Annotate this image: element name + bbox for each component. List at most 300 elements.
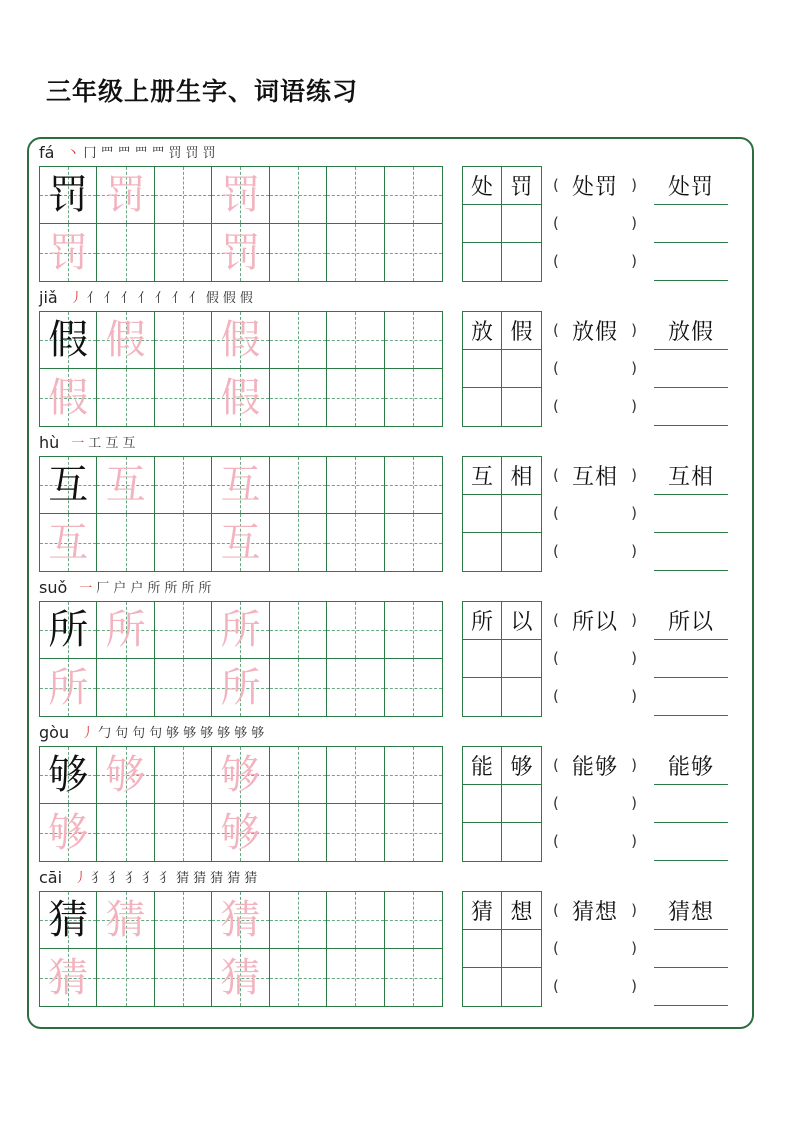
trace-character: 罚 xyxy=(220,229,261,276)
word-cell: 想 xyxy=(502,892,541,930)
pinyin: hù xyxy=(39,433,60,452)
paren-left: ( xyxy=(553,977,559,995)
paren-field xyxy=(553,456,637,494)
writing-line xyxy=(654,456,728,495)
char-block xyxy=(0,138,793,283)
stroke-step: 亻 xyxy=(171,291,185,306)
word-cell: 互 xyxy=(463,457,502,495)
word-cell: 能 xyxy=(463,747,502,785)
word-cell: 放 xyxy=(463,312,502,350)
trace-cell xyxy=(97,892,154,949)
writing-line[interactable] xyxy=(654,967,728,1006)
trace-cell xyxy=(97,312,154,369)
paren-left: ( xyxy=(553,176,559,194)
writing-line[interactable] xyxy=(654,242,728,281)
writing-line[interactable] xyxy=(654,929,728,968)
pinyin-row xyxy=(39,285,257,307)
stroke-step: 句 xyxy=(149,726,163,741)
model-character: 罚 xyxy=(48,172,89,218)
line-word: 处罚 xyxy=(667,174,714,200)
paren-field[interactable] xyxy=(553,967,637,1005)
paren-right: ) xyxy=(631,466,637,484)
paren-field[interactable] xyxy=(553,349,637,387)
stroke-step: 亻 xyxy=(86,291,100,306)
stroke-step: 罚 xyxy=(185,146,199,161)
paren-word: 猜想 xyxy=(571,899,618,925)
paren-right: ) xyxy=(631,542,637,560)
trace-character: 够 xyxy=(105,752,146,798)
writing-cell[interactable] xyxy=(97,514,154,571)
paren-word: 能够 xyxy=(571,754,618,780)
trace-cell xyxy=(212,369,269,426)
writing-cell[interactable] xyxy=(270,659,327,716)
paren-column xyxy=(553,746,637,860)
stroke-step: 互 xyxy=(105,436,119,451)
writing-line xyxy=(654,891,728,930)
paren-right: ) xyxy=(631,176,637,194)
writing-cell[interactable] xyxy=(270,457,327,514)
word-writing-cell[interactable] xyxy=(463,968,502,1006)
writing-cell[interactable] xyxy=(97,369,154,426)
paren-left: ( xyxy=(553,252,559,270)
paren-left: ( xyxy=(553,939,559,957)
writing-cell[interactable] xyxy=(385,804,442,861)
word-cell: 处 xyxy=(463,167,502,205)
writing-cell[interactable] xyxy=(327,224,384,281)
char-block xyxy=(0,863,793,1008)
word-grid xyxy=(462,311,542,427)
paren-left: ( xyxy=(553,794,559,812)
pinyin-row xyxy=(39,140,220,162)
writing-cell[interactable] xyxy=(155,659,212,716)
stroke-order xyxy=(79,581,215,597)
trace-cell xyxy=(40,949,97,1006)
stroke-step: 亻 xyxy=(188,291,202,306)
paren-word: 所以 xyxy=(571,609,618,635)
writing-cell[interactable] xyxy=(385,457,442,514)
word-writing-cell[interactable] xyxy=(502,350,541,388)
stroke-step: 亻 xyxy=(103,291,117,306)
trace-character: 够 xyxy=(220,809,261,856)
trace-character: 罚 xyxy=(48,229,89,276)
trace-cell xyxy=(212,659,269,716)
pinyin-row xyxy=(39,575,215,597)
word-writing-cell[interactable] xyxy=(502,533,541,571)
paren-field xyxy=(553,311,637,349)
writing-cell[interactable] xyxy=(97,949,154,1006)
writing-line[interactable] xyxy=(654,677,728,716)
writing-line[interactable] xyxy=(654,494,728,533)
stroke-step: 冂 xyxy=(83,146,97,161)
stroke-step: 够 xyxy=(200,726,214,741)
stroke-step: 犭 xyxy=(125,871,139,886)
word-writing-cell[interactable] xyxy=(463,785,502,823)
paren-right: ) xyxy=(631,687,637,705)
pinyin: fá xyxy=(39,143,55,162)
word-writing-cell[interactable] xyxy=(463,930,502,968)
paren-right: ) xyxy=(631,756,637,774)
writing-cell[interactable] xyxy=(155,167,212,224)
practice-grid xyxy=(39,166,443,282)
word-writing-cell[interactable] xyxy=(502,968,541,1006)
writing-cell[interactable] xyxy=(385,602,442,659)
paren-field[interactable] xyxy=(553,822,637,860)
paren-left: ( xyxy=(553,611,559,629)
trace-character: 互 xyxy=(220,519,261,566)
writing-cell[interactable] xyxy=(385,949,442,1006)
writing-cell[interactable] xyxy=(155,949,212,1006)
stroke-step: 够 xyxy=(183,726,197,741)
word-grid xyxy=(462,601,542,717)
stroke-step: 勹 xyxy=(98,726,112,741)
word-writing-cell[interactable] xyxy=(502,930,541,968)
writing-cell[interactable] xyxy=(155,602,212,659)
paren-right: ) xyxy=(631,214,637,232)
stroke-order xyxy=(71,436,139,452)
trace-character: 猜 xyxy=(48,954,89,1001)
trace-cell xyxy=(97,602,154,659)
line-word: 放假 xyxy=(667,319,714,345)
model-cell xyxy=(40,457,97,514)
stroke-order xyxy=(70,291,257,307)
trace-character: 罚 xyxy=(105,172,146,218)
writing-cell[interactable] xyxy=(155,224,212,281)
writing-cell[interactable] xyxy=(270,892,327,949)
paren-right: ) xyxy=(631,504,637,522)
paren-field[interactable] xyxy=(553,387,637,425)
trace-character: 互 xyxy=(105,462,146,508)
writing-cell[interactable] xyxy=(385,224,442,281)
stroke-step: 一 xyxy=(79,581,93,596)
model-character: 够 xyxy=(48,752,89,798)
word-writing-cell[interactable] xyxy=(502,640,541,678)
paren-column xyxy=(553,891,637,1005)
stroke-step: 猜 xyxy=(244,871,258,886)
stroke-step: 假 xyxy=(239,291,253,306)
pinyin: suǒ xyxy=(39,578,68,597)
paren-right: ) xyxy=(631,321,637,339)
writing-line[interactable] xyxy=(654,204,728,243)
word-writing-cell[interactable] xyxy=(502,785,541,823)
trace-character: 所 xyxy=(105,607,146,653)
trace-cell xyxy=(40,369,97,426)
paren-field[interactable] xyxy=(553,784,637,822)
paren-field xyxy=(553,891,637,929)
writing-cell[interactable] xyxy=(97,659,154,716)
writing-line[interactable] xyxy=(654,532,728,571)
writing-line xyxy=(654,746,728,785)
stroke-step: 所 xyxy=(181,581,195,596)
model-character: 互 xyxy=(48,462,89,508)
trace-character: 假 xyxy=(220,317,261,363)
word-writing-cell[interactable] xyxy=(463,823,502,861)
writing-cell[interactable] xyxy=(327,167,384,224)
paren-field[interactable] xyxy=(553,494,637,532)
stroke-step: 句 xyxy=(115,726,129,741)
line-column xyxy=(654,891,728,1005)
stroke-step: 猜 xyxy=(227,871,241,886)
writing-cell[interactable] xyxy=(385,369,442,426)
writing-line[interactable] xyxy=(654,349,728,388)
stroke-step: 罚 xyxy=(168,146,182,161)
writing-cell[interactable] xyxy=(270,514,327,571)
paren-field[interactable] xyxy=(553,532,637,570)
stroke-step: 厂 xyxy=(96,581,110,596)
stroke-step: 所 xyxy=(147,581,161,596)
line-column xyxy=(654,456,728,570)
stroke-step: 假 xyxy=(205,291,219,306)
paren-field[interactable] xyxy=(553,677,637,715)
word-cell: 假 xyxy=(502,312,541,350)
trace-character: 猜 xyxy=(220,954,261,1001)
stroke-step: 亻 xyxy=(154,291,168,306)
paren-right: ) xyxy=(631,794,637,812)
paren-right: ) xyxy=(631,832,637,850)
trace-character: 假 xyxy=(220,374,261,421)
writing-cell[interactable] xyxy=(270,312,327,369)
line-column xyxy=(654,746,728,860)
trace-cell xyxy=(212,892,269,949)
page-title: 三年级上册生字、词语练习 xyxy=(46,77,359,106)
paren-right: ) xyxy=(631,649,637,667)
writing-line[interactable] xyxy=(654,784,728,823)
paren-right: ) xyxy=(631,901,637,919)
pinyin-row xyxy=(39,865,261,887)
stroke-step: 亻 xyxy=(120,291,134,306)
stroke-step: 犭 xyxy=(91,871,105,886)
writing-cell[interactable] xyxy=(97,804,154,861)
trace-character: 假 xyxy=(105,317,146,363)
stroke-step: 够 xyxy=(251,726,265,741)
paren-word: 处罚 xyxy=(571,174,618,200)
stroke-step: 丿 xyxy=(69,291,83,306)
char-block xyxy=(0,428,793,573)
word-writing-cell[interactable] xyxy=(463,678,502,716)
paren-field[interactable] xyxy=(553,639,637,677)
trace-cell xyxy=(40,514,97,571)
writing-cell[interactable] xyxy=(155,804,212,861)
writing-cell[interactable] xyxy=(385,892,442,949)
char-block xyxy=(0,718,793,863)
writing-line[interactable] xyxy=(654,387,728,426)
line-word: 猜想 xyxy=(667,899,714,925)
practice-grid xyxy=(39,891,443,1007)
model-cell xyxy=(40,892,97,949)
word-cell: 相 xyxy=(502,457,541,495)
writing-cell[interactable] xyxy=(327,659,384,716)
writing-cell[interactable] xyxy=(270,167,327,224)
word-grid xyxy=(462,891,542,1007)
line-word: 所以 xyxy=(667,609,714,635)
paren-field[interactable] xyxy=(553,204,637,242)
char-block xyxy=(0,283,793,428)
stroke-step: 所 xyxy=(164,581,178,596)
trace-character: 够 xyxy=(48,809,89,856)
word-cell: 猜 xyxy=(463,892,502,930)
line-word: 互相 xyxy=(667,464,714,490)
paren-left: ( xyxy=(553,542,559,560)
model-character: 假 xyxy=(48,317,89,363)
stroke-step: 罒 xyxy=(100,146,114,161)
writing-cell[interactable] xyxy=(155,457,212,514)
writing-cell[interactable] xyxy=(270,224,327,281)
writing-cell[interactable] xyxy=(385,747,442,804)
writing-cell[interactable] xyxy=(270,949,327,1006)
paren-left: ( xyxy=(553,214,559,232)
paren-right: ) xyxy=(631,977,637,995)
paren-right: ) xyxy=(631,252,637,270)
writing-cell[interactable] xyxy=(270,369,327,426)
stroke-step: 户 xyxy=(130,581,144,596)
stroke-step: 丿 xyxy=(74,871,88,886)
trace-cell xyxy=(212,804,269,861)
paren-left: ( xyxy=(553,649,559,667)
writing-cell[interactable] xyxy=(327,747,384,804)
word-cell: 罚 xyxy=(502,167,541,205)
trace-character: 猜 xyxy=(220,897,261,943)
model-cell xyxy=(40,602,97,659)
stroke-step: 工 xyxy=(88,436,102,451)
word-writing-cell[interactable] xyxy=(463,243,502,281)
writing-line[interactable] xyxy=(654,639,728,678)
stroke-step: 丿 xyxy=(81,726,95,741)
trace-character: 假 xyxy=(48,374,89,421)
trace-cell xyxy=(40,224,97,281)
practice-grid xyxy=(39,311,443,427)
writing-cell[interactable] xyxy=(385,659,442,716)
stroke-step: 犭 xyxy=(108,871,122,886)
stroke-step: 够 xyxy=(217,726,231,741)
writing-cell[interactable] xyxy=(385,514,442,571)
writing-cell[interactable] xyxy=(270,747,327,804)
word-writing-cell[interactable] xyxy=(502,823,541,861)
stroke-step: 犭 xyxy=(142,871,156,886)
trace-character: 互 xyxy=(48,519,89,566)
word-writing-cell[interactable] xyxy=(463,640,502,678)
line-word: 能够 xyxy=(667,754,714,780)
word-writing-cell[interactable] xyxy=(502,495,541,533)
word-writing-cell[interactable] xyxy=(463,388,502,426)
paren-field[interactable] xyxy=(553,242,637,280)
writing-line xyxy=(654,311,728,350)
stroke-step: 亻 xyxy=(137,291,151,306)
writing-cell[interactable] xyxy=(97,224,154,281)
paren-field[interactable] xyxy=(553,929,637,967)
paren-word: 互相 xyxy=(571,464,618,490)
trace-cell xyxy=(212,514,269,571)
writing-line xyxy=(654,601,728,640)
writing-cell[interactable] xyxy=(385,167,442,224)
word-writing-cell[interactable] xyxy=(463,205,502,243)
trace-cell xyxy=(97,747,154,804)
writing-cell[interactable] xyxy=(155,369,212,426)
writing-cell[interactable] xyxy=(327,602,384,659)
word-writing-cell[interactable] xyxy=(502,243,541,281)
paren-left: ( xyxy=(553,901,559,919)
word-writing-cell[interactable] xyxy=(463,350,502,388)
writing-cell[interactable] xyxy=(327,312,384,369)
word-writing-cell[interactable] xyxy=(502,388,541,426)
line-column xyxy=(654,166,728,280)
model-cell xyxy=(40,747,97,804)
pinyin: gòu xyxy=(39,723,70,742)
word-writing-cell[interactable] xyxy=(502,205,541,243)
paren-column xyxy=(553,456,637,570)
word-cell: 所 xyxy=(463,602,502,640)
writing-cell[interactable] xyxy=(155,514,212,571)
writing-cell[interactable] xyxy=(155,747,212,804)
trace-cell xyxy=(97,457,154,514)
stroke-step: 猜 xyxy=(176,871,190,886)
char-block xyxy=(0,573,793,718)
stroke-step: 丶 xyxy=(66,146,80,161)
writing-line xyxy=(654,166,728,205)
trace-cell xyxy=(40,804,97,861)
paren-left: ( xyxy=(553,756,559,774)
practice-grid xyxy=(39,746,443,862)
writing-cell[interactable] xyxy=(155,892,212,949)
paren-left: ( xyxy=(553,359,559,377)
pinyin: cāi xyxy=(39,868,63,887)
writing-cell[interactable] xyxy=(155,312,212,369)
writing-cell[interactable] xyxy=(270,602,327,659)
stroke-step: 罒 xyxy=(151,146,165,161)
writing-cell[interactable] xyxy=(385,312,442,369)
writing-cell[interactable] xyxy=(327,949,384,1006)
paren-field xyxy=(553,746,637,784)
trace-character: 互 xyxy=(220,462,261,508)
stroke-step: 户 xyxy=(113,581,127,596)
paren-field xyxy=(553,166,637,204)
practice-grid xyxy=(39,601,443,717)
paren-left: ( xyxy=(553,832,559,850)
paren-column xyxy=(553,601,637,715)
paren-column xyxy=(553,311,637,425)
stroke-step: 互 xyxy=(122,436,136,451)
stroke-step: 犭 xyxy=(159,871,173,886)
paren-left: ( xyxy=(553,397,559,415)
trace-cell xyxy=(212,602,269,659)
writing-cell[interactable] xyxy=(327,514,384,571)
paren-right: ) xyxy=(631,397,637,415)
paren-column xyxy=(553,166,637,280)
paren-right: ) xyxy=(631,611,637,629)
writing-line[interactable] xyxy=(654,822,728,861)
word-writing-cell[interactable] xyxy=(502,678,541,716)
model-character: 猜 xyxy=(48,897,89,943)
writing-cell[interactable] xyxy=(327,457,384,514)
trace-cell xyxy=(212,224,269,281)
stroke-step: 猜 xyxy=(210,871,224,886)
word-cell: 够 xyxy=(502,747,541,785)
writing-cell[interactable] xyxy=(270,804,327,861)
pinyin-row xyxy=(39,430,139,452)
writing-cell[interactable] xyxy=(327,369,384,426)
model-character: 所 xyxy=(48,607,89,653)
practice-grid xyxy=(39,456,443,572)
paren-left: ( xyxy=(553,321,559,339)
pinyin-row xyxy=(39,720,268,742)
paren-left: ( xyxy=(553,504,559,522)
paren-field xyxy=(553,601,637,639)
word-writing-cell[interactable] xyxy=(463,533,502,571)
writing-cell[interactable] xyxy=(327,804,384,861)
trace-character: 够 xyxy=(220,752,261,798)
word-grid xyxy=(462,166,542,282)
writing-cell[interactable] xyxy=(327,892,384,949)
stroke-step: 罚 xyxy=(202,146,216,161)
word-writing-cell[interactable] xyxy=(463,495,502,533)
